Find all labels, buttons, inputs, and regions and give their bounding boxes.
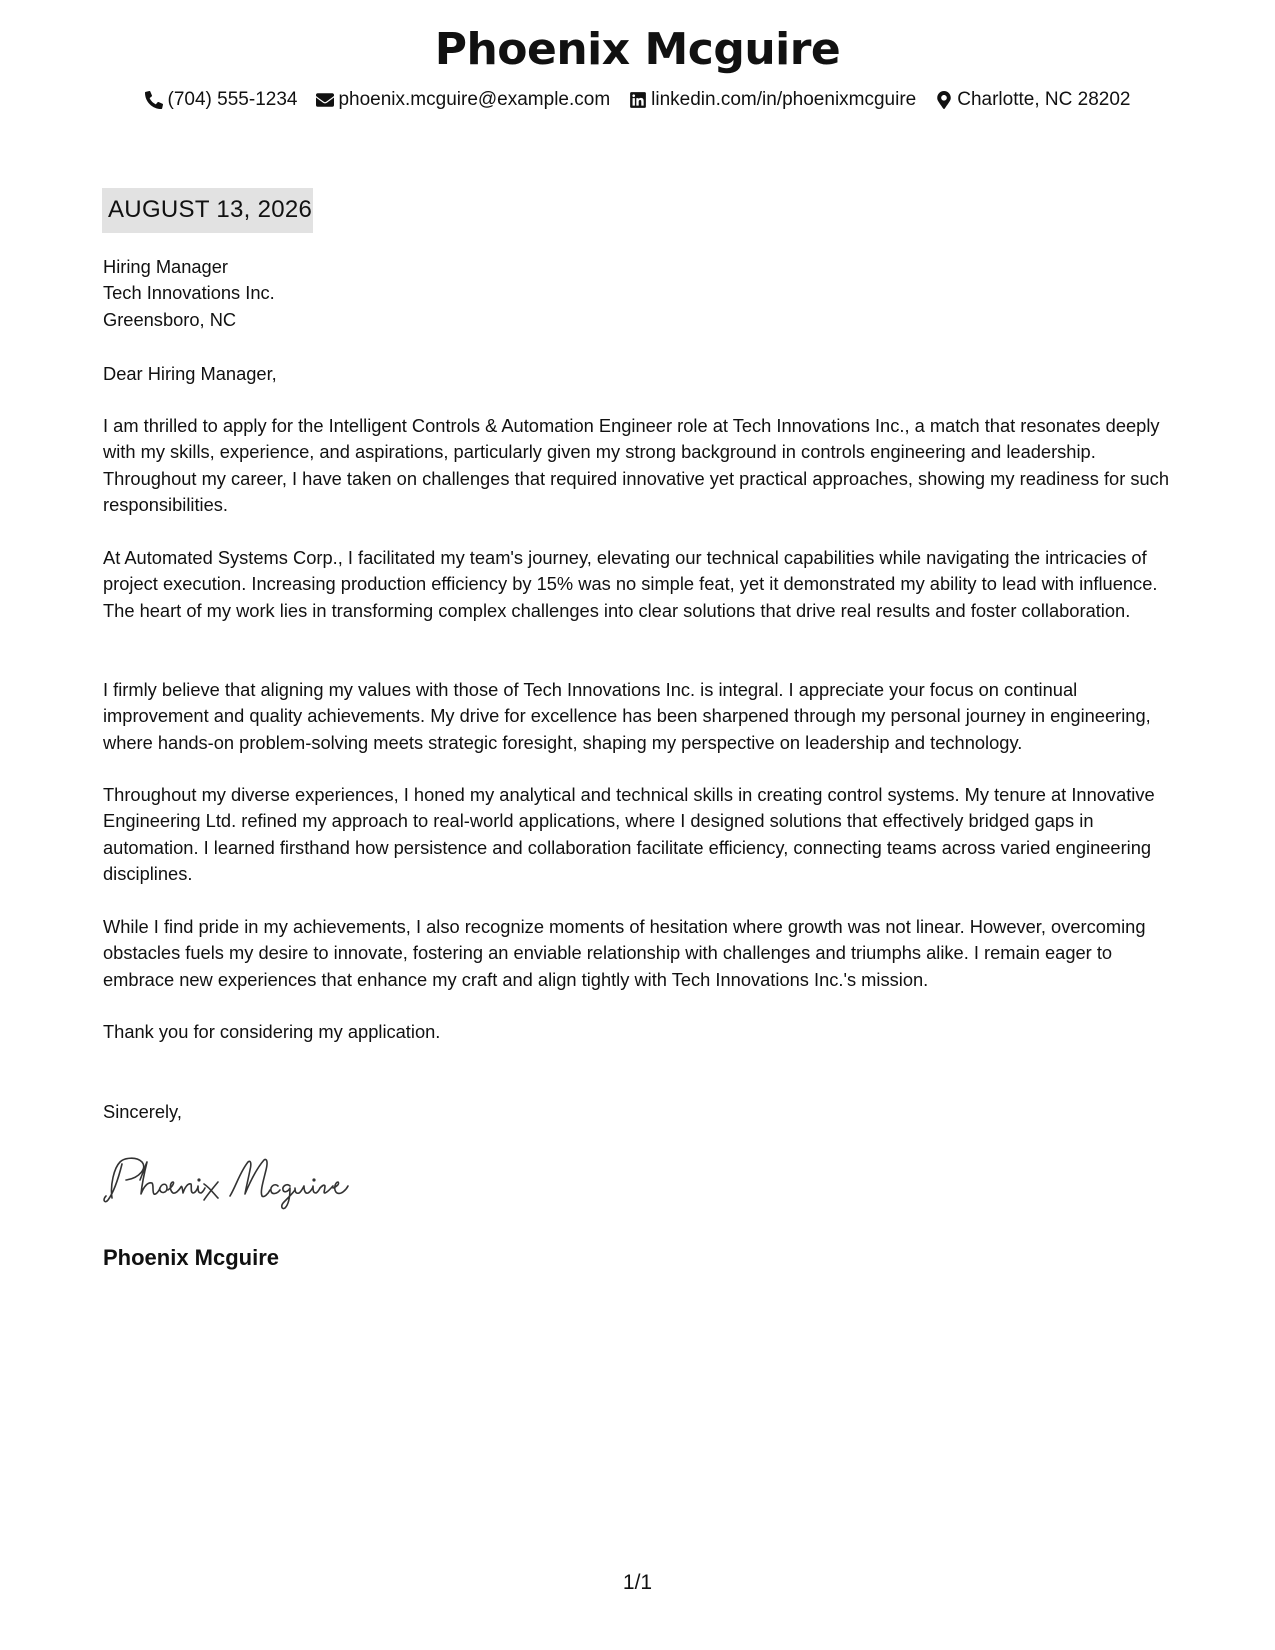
- letter-header: [0, 22, 1275, 112]
- body-paragraph: I firmly believe that aligning my values with those of Tech Innovations Inc. is integral. I appreciate your focus on continual improvement and quality achievements. My drive for excellence has been sharpened through my personal journey in engineering, where hands-on problem-solving meets strategic foresight, shaping my perspective on leadership and technology.: [103, 679, 1151, 753]
- signer-name: Phoenix Mcguire: [103, 1245, 280, 1270]
- body-paragraph: At Automated Systems Corp., I facilitated my team's journey, elevating our technical capabilities while navigating the intricacies of project execution. Increasing production efficiency by 15% was no simple feat, yet it demonstrated my ability to lead with influence. The heart of my work lies in transforming complex challenges into clear solutions that drive real results and foster collaboration.: [103, 547, 1158, 621]
- body-paragraph: While I find pride in my achievements, I also recognize moments of hesitation where growth was not linear. However, overcoming obstacles fuels my desire to innovate, fostering an enviable relationship with challenges and triumphs alike. I remain eager to embrace new experiences that enhance my craft and align tightly with Tech Innovations Inc.'s mission.: [103, 916, 1146, 990]
- recipient-company: Tech Innovations Inc.: [103, 282, 275, 304]
- recipient-block: [103, 254, 1175, 333]
- linkedin-icon: [628, 91, 647, 110]
- contact-email[interactable]: [315, 88, 610, 112]
- contact-info: [0, 88, 1275, 112]
- contact-location: [934, 88, 1130, 112]
- applicant-name: Phoenix Mcguire: [434, 24, 841, 75]
- linkedin-text[interactable]: linkedin.com/in/phoenixmcguire: [651, 89, 917, 110]
- recipient-title: Hiring Manager: [103, 256, 228, 277]
- salutation: Dear Hiring Manager,: [103, 363, 277, 384]
- body-paragraph: I am thrilled to apply for the Intelligent Controls & Automation Engineer role at Tech Innovations Inc., a match that resonates deeply with my skills, experience, and aspirations, particularly given my strong background in controls engineering and leadership. Throughout my career, I have taken on challenges that required innovative yet practical approaches, showing my readiness for such responsibilities.: [103, 415, 1169, 516]
- contact-linkedin[interactable]: [628, 88, 916, 112]
- phone-text: (704) 555-1234: [167, 89, 298, 110]
- map-marker-icon: [934, 91, 953, 110]
- thank-you-line: Thank you for considering my application.: [103, 1021, 441, 1042]
- recipient-location: Greensboro, NC: [103, 308, 237, 330]
- envelope-icon: [315, 91, 334, 110]
- handwritten-signature: [100, 1150, 380, 1210]
- letter-date: AUGUST 13, 2026: [102, 188, 313, 233]
- phone-icon: [145, 91, 164, 110]
- body-paragraph: Throughout my diverse experiences, I honed my analytical and technical skills in creating control systems. My tenure at Innovative Engineering Ltd. refined my approach to real-world applications, where I designed solutions that effectively bridged gaps in automation. I learned firsthand how persistence and collaboration facilitate efficiency, connecting teams across varied engineering disciplines.: [103, 784, 1155, 885]
- page-number: 1/1: [622, 1571, 653, 1594]
- closing-line: Sincerely,: [103, 1101, 182, 1122]
- contact-phone: [145, 88, 298, 112]
- location-text: Charlotte, NC 28202: [957, 89, 1131, 110]
- email-text[interactable]: phoenix.mcguire@example.com: [338, 89, 611, 110]
